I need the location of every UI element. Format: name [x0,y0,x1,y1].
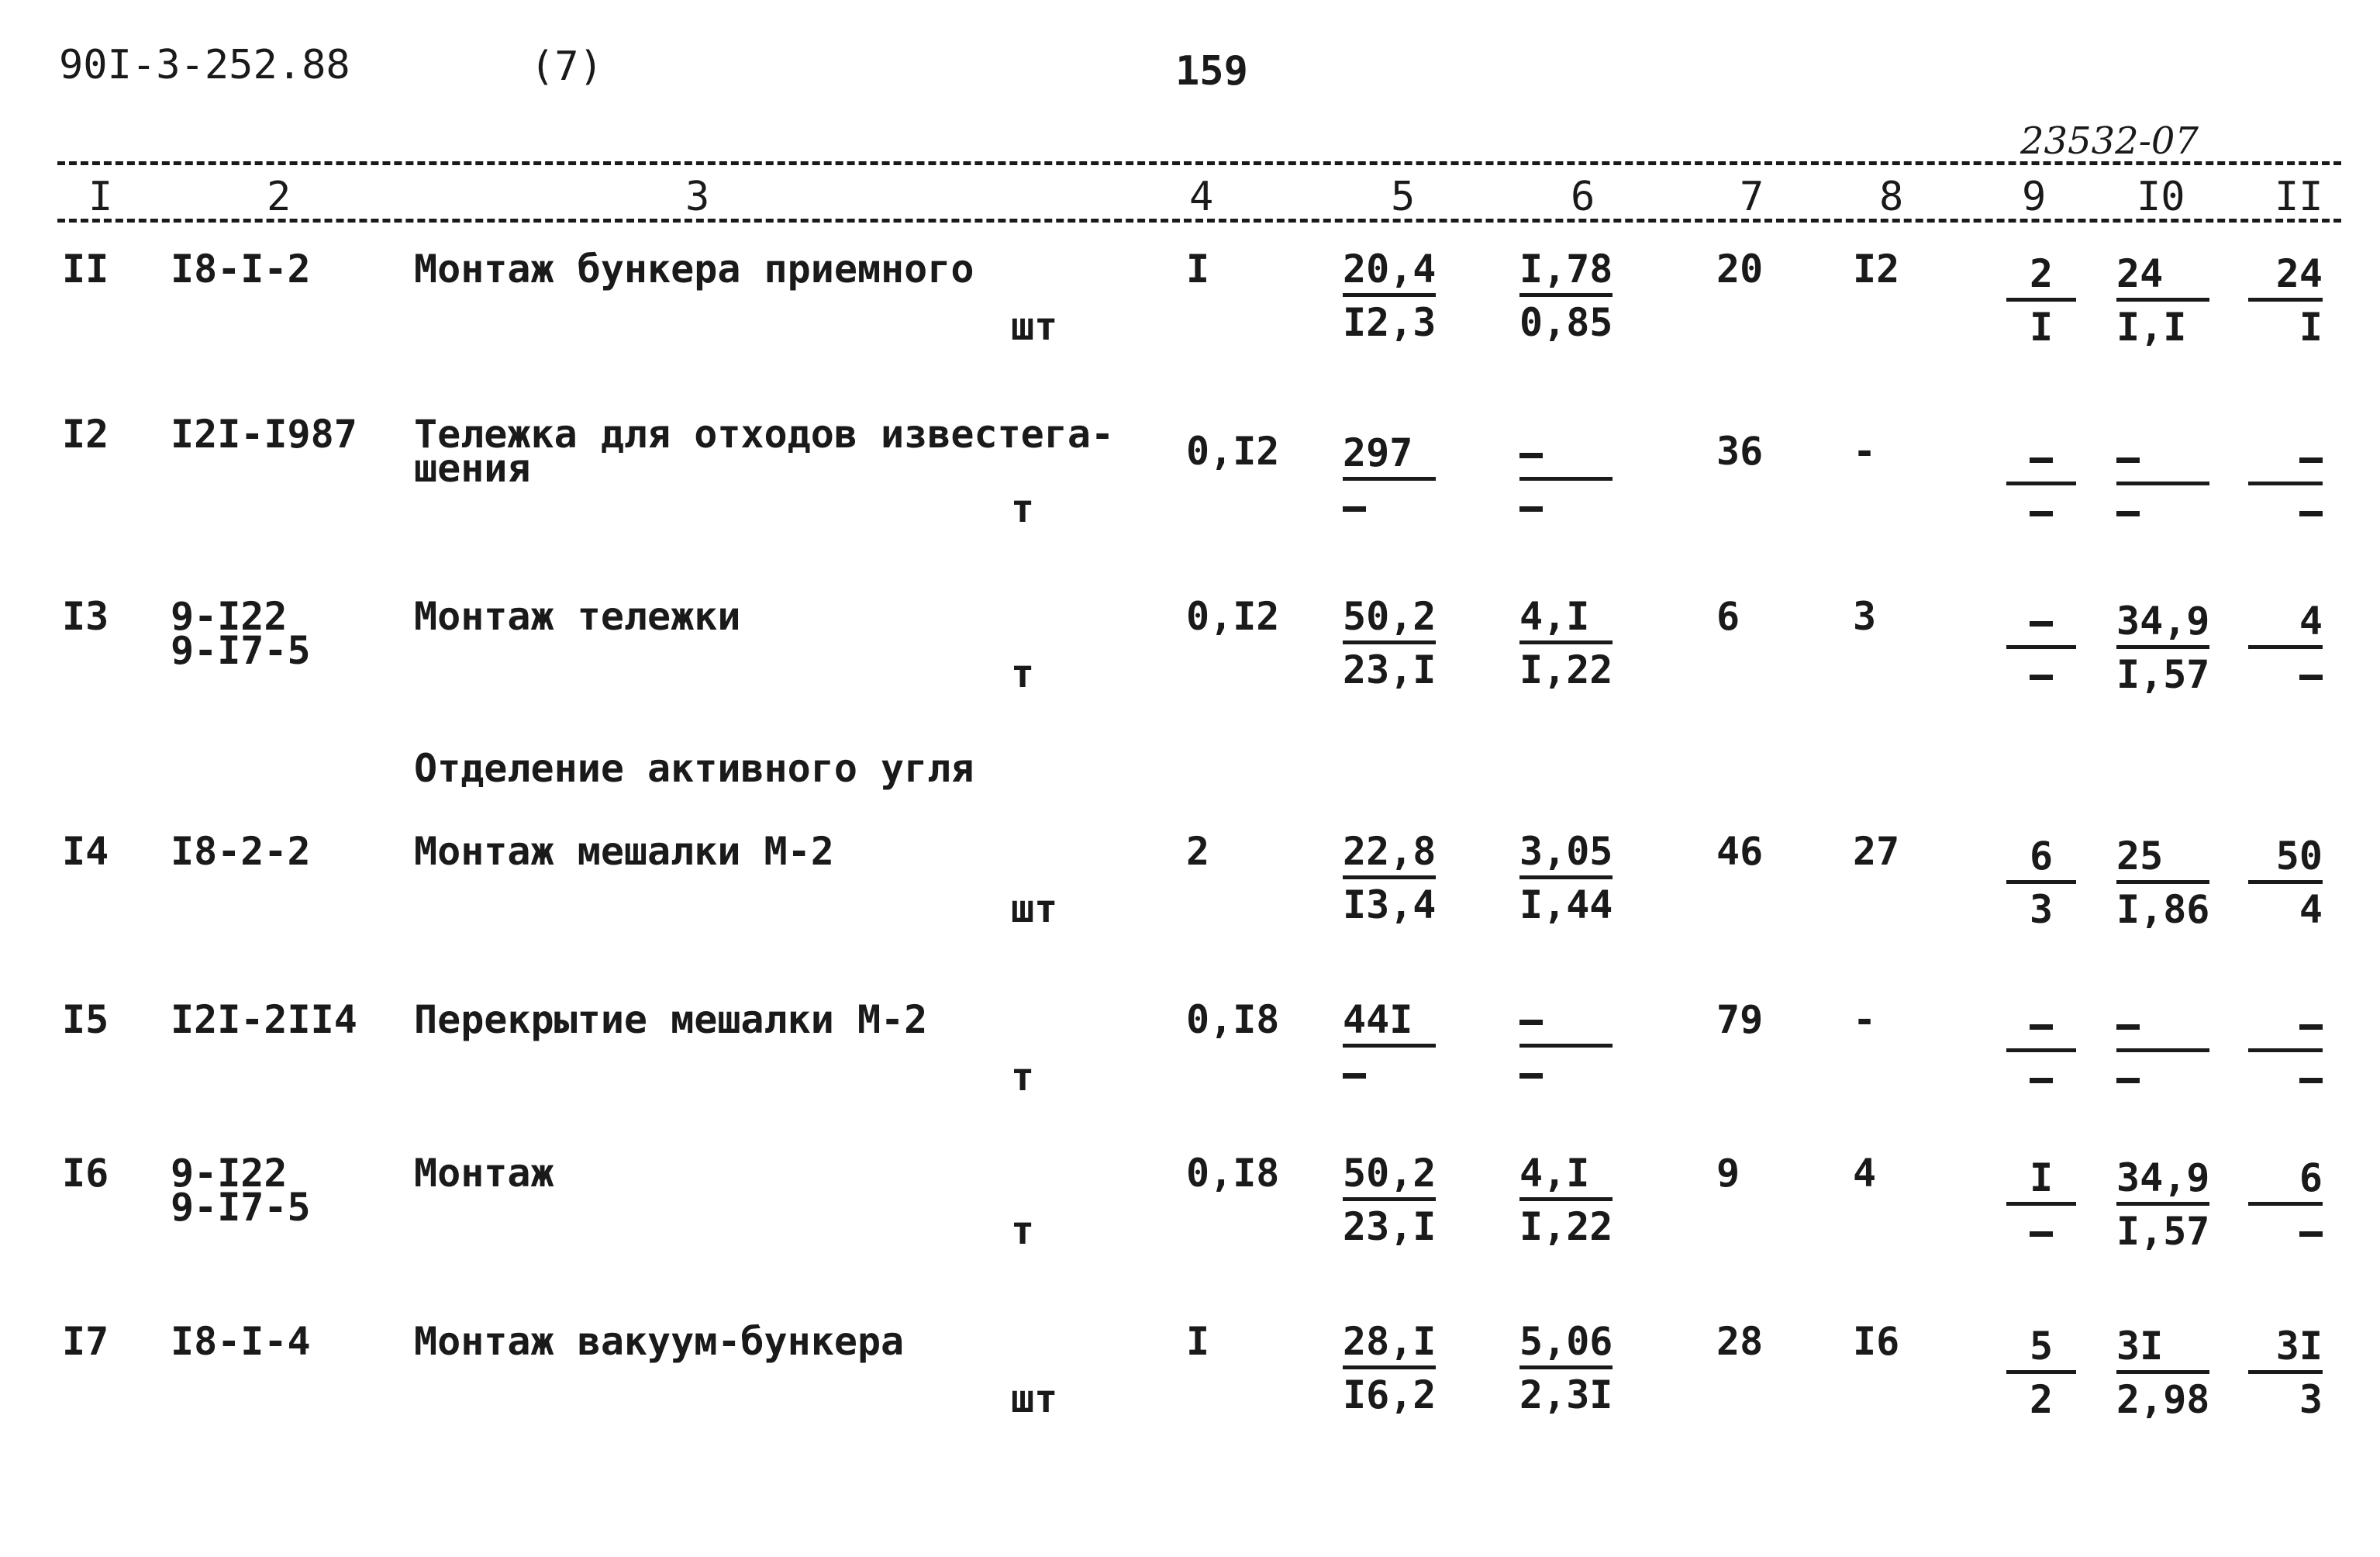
column-header: 3 [682,177,712,217]
col6-value-numerator: 4,I [1519,1154,1613,1201]
col8-value: I6 [1853,1319,1900,1364]
col9-value-numerator: 2 [2006,254,2076,302]
col10-value [2116,1155,2210,1254]
col7-value: 6 [1716,594,1740,639]
work-name: Монтаж мешалки М-2 [414,829,834,874]
col9-value-numerator [2006,602,2076,649]
dash-mark [2030,1078,2053,1083]
dash-mark [2116,511,2140,516]
col9-value [2006,602,2076,694]
norm-code: I2I-2II4 [171,997,357,1042]
col8-value: - [1853,429,1877,474]
col5-value-denominator [1343,481,1436,526]
dash-mark [1519,506,1543,512]
work-name: шения [414,446,531,491]
col6-value [1519,594,1613,692]
quantity: 0,I8 [1186,997,1280,1042]
col11-value [2248,834,2323,932]
col10-value-numerator [2116,438,2209,485]
col9-value-numerator [2006,1005,2076,1052]
row-number: I5 [62,997,109,1042]
column-header: 8 [1876,177,1906,217]
norm-code: I8-I-4 [171,1319,311,1364]
col5-value-numerator: 50,2 [1343,597,1436,644]
col9-value-denominator [2006,485,2076,530]
col11-value-numerator: 3I [2248,1327,2323,1374]
column-header: I [85,177,116,217]
quantity: 0,I2 [1186,429,1280,474]
unit: шт [1011,304,1058,349]
col11-value-denominator [2248,1206,2323,1251]
column-header: 7 [1737,177,1767,217]
col6-value-numerator [1519,433,1613,481]
col10-value [2116,251,2209,350]
col8-value: 3 [1853,594,1877,639]
unit: шт [1011,886,1058,931]
dash-mark [2030,1024,2053,1030]
col8-value: I2 [1853,247,1900,292]
col9-value-denominator [2006,649,2076,694]
sheet-number: (7) [530,43,603,90]
dash-mark [2299,675,2323,680]
col10-value-numerator: 3I [2116,1327,2209,1374]
col11-value-numerator: 6 [2248,1158,2323,1206]
unit: т [1011,486,1035,531]
col10-value-denominator: I,86 [2116,887,2210,932]
col5-value [1343,594,1437,692]
norm-code: 9-I7-5 [171,628,311,673]
col9-value [2006,251,2076,350]
column-header: 4 [1186,177,1216,217]
col9-value [2006,1155,2076,1251]
col5-value-numerator: 20,4 [1343,250,1436,297]
col5-value [1343,1151,1437,1249]
norm-code: I8-I-2 [171,247,311,292]
dash-mark [2299,1078,2323,1083]
unit: т [1011,651,1035,696]
col10-value-numerator: 25 [2116,837,2209,884]
quantity: 2 [1186,829,1210,874]
col11-value-denominator: 4 [2299,887,2323,932]
col8-value: 4 [1853,1151,1877,1196]
col5-value [1343,430,1436,526]
col11-value [2248,251,2323,350]
col6-value [1519,1000,1613,1093]
col9-value-denominator: 2 [2029,1377,2054,1422]
work-name: Монтаж вакуум-бункера [414,1319,905,1364]
col11-value-numerator: 24 [2248,254,2323,302]
column-header: 9 [2019,177,2049,217]
column-header: 6 [1568,177,1598,217]
col11-value-denominator [2248,649,2323,694]
dash-mark [2116,1078,2140,1083]
dash-mark [1519,1020,1543,1025]
norm-code: I8-2-2 [171,829,311,874]
col5-value [1343,829,1437,927]
row-number: I7 [62,1319,109,1364]
handwritten-reference: 23532-07 [2020,119,2199,163]
col5-value [1343,247,1437,345]
work-name: Монтаж тележки [414,594,741,639]
col5-value-denominator [1343,1048,1436,1093]
work-name: Перекрытие мешалки М-2 [414,997,928,1042]
dash-mark [2030,457,2053,463]
col5-value-denominator: 23,I [1343,1204,1437,1249]
col11-value-numerator [2248,438,2323,485]
col6-value-denominator: 0,85 [1519,300,1613,345]
col9-value [2006,438,2076,530]
quantity: I [1186,247,1210,292]
col11-value [2248,438,2323,530]
col8-value: 27 [1853,829,1900,874]
col7-value: 79 [1716,997,1764,1042]
dash-mark [2299,1024,2323,1030]
col11-value-denominator: I [2299,305,2323,350]
col6-value-denominator: I,22 [1519,1204,1613,1249]
norm-code: 9-I22 [171,1151,288,1196]
dash-mark [1519,1073,1543,1079]
work-name: Монтаж [414,1151,554,1196]
col5-value-denominator: 23,I [1343,647,1437,692]
col9-value-denominator: I [2029,305,2054,350]
col10-value-numerator: 24 [2116,254,2209,302]
row-number: I3 [62,594,109,639]
row-number: II [62,247,109,292]
col8-value: - [1853,997,1877,1042]
column-header: II [2271,177,2327,217]
dash-mark [1343,506,1366,512]
col7-value: 20 [1716,247,1764,292]
col9-value-denominator [2006,1206,2076,1251]
dash-mark [2116,457,2140,463]
col5-value-numerator: 44I [1343,1000,1436,1048]
col10-value-denominator [2116,485,2209,530]
col6-value-denominator: I,22 [1519,647,1613,692]
col9-value-numerator [2006,438,2076,485]
quantity: 0,I8 [1186,1151,1280,1196]
col5-value [1343,1319,1437,1417]
col10-value-numerator: 34,9 [2116,1158,2209,1206]
col11-value-numerator [2248,1005,2323,1052]
col6-value-denominator: I,44 [1519,882,1613,927]
col9-value-numerator: 6 [2006,837,2076,884]
document-code: 90I-3-252.88 [59,42,350,88]
col10-value-numerator [2116,1005,2209,1052]
col10-value-denominator: I,I [2116,305,2187,350]
col10-value-numerator: 34,9 [2116,602,2209,649]
header-top-rule [57,161,2341,165]
col7-value: 46 [1716,829,1764,874]
col11-value [2248,1324,2323,1422]
col11-value [2248,599,2323,694]
col6-value [1519,1319,1613,1417]
col6-value [1519,433,1613,526]
dash-mark [1343,1073,1366,1079]
col6-value-numerator [1519,1000,1613,1048]
col5-value-denominator: I2,3 [1343,300,1437,345]
dash-mark [2030,1231,2053,1237]
col10-value-denominator: I,57 [2116,1209,2210,1254]
column-header: I0 [2133,177,2189,217]
col5-value-denominator: I3,4 [1343,882,1437,927]
col10-value-denominator: I,57 [2116,652,2210,697]
column-header: 5 [1388,177,1418,217]
col11-value-denominator: 3 [2299,1377,2323,1422]
dash-mark [2030,675,2053,680]
col5-value-numerator: 297 [1343,433,1436,481]
col10-value [2116,599,2210,697]
col6-value-denominator [1519,481,1613,526]
work-name: Тележка для отходов известега- [414,412,1115,457]
dash-mark [2030,621,2053,627]
col5-value-numerator: 22,8 [1343,832,1436,879]
col11-value-numerator: 4 [2248,602,2323,649]
col10-value [2116,1005,2209,1097]
col6-value-denominator: 2,3I [1519,1372,1613,1417]
dash-mark [2299,511,2323,516]
col10-value [2116,1324,2210,1422]
column-header: 2 [264,177,294,217]
col11-value-denominator [2248,485,2323,530]
dash-mark [2299,457,2323,463]
col5-value-numerator: 50,2 [1343,1154,1436,1201]
col10-value-denominator: 2,98 [2116,1377,2210,1422]
col6-value-numerator: 4,I [1519,597,1613,644]
col9-value [2006,1005,2076,1097]
col7-value: 9 [1716,1151,1740,1196]
col9-value-numerator: I [2006,1158,2076,1206]
col10-value [2116,834,2210,932]
page-number: 159 [1175,48,1248,95]
col7-value: 28 [1716,1319,1764,1364]
col6-value [1519,1151,1613,1249]
unit: шт [1011,1376,1058,1421]
row-number: I2 [62,412,109,457]
col11-value-numerator: 50 [2248,837,2323,884]
norm-code: I2I-I987 [171,412,357,457]
col6-value-denominator [1519,1048,1613,1093]
col9-value [2006,1324,2076,1422]
row-number: I6 [62,1151,109,1196]
col11-value [2248,1155,2323,1251]
col11-value [2248,1005,2323,1097]
unit: т [1011,1055,1035,1100]
col6-value [1519,247,1613,345]
col9-value-denominator [2006,1052,2076,1097]
col9-value [2006,834,2076,932]
col7-value: 36 [1716,429,1764,474]
norm-code: 9-I22 [171,594,288,639]
quantity: 0,I2 [1186,594,1280,639]
col6-value [1519,829,1613,927]
col9-value-denominator: 3 [2029,887,2054,932]
dash-mark [2299,1231,2323,1237]
col6-value-numerator: I,78 [1519,250,1613,297]
col10-value-denominator [2116,1052,2209,1097]
col5-value-denominator: I6,2 [1343,1372,1437,1417]
dash-mark [2116,1024,2140,1030]
col11-value-denominator [2248,1052,2323,1097]
norm-code: 9-I7-5 [171,1185,311,1230]
dash-mark [1519,453,1543,458]
col10-value [2116,438,2209,530]
col9-value-numerator: 5 [2006,1327,2076,1374]
row-number: I4 [62,829,109,874]
unit: т [1011,1208,1035,1253]
col6-value-numerator: 3,05 [1519,832,1613,879]
quantity: I [1186,1319,1210,1364]
col6-value-numerator: 5,06 [1519,1322,1613,1369]
col5-value [1343,997,1436,1093]
work-name: Монтаж бункера приемного [414,247,974,292]
section-title: Отделение активного угля [414,746,974,791]
col5-value-numerator: 28,I [1343,1322,1436,1369]
dash-mark [2030,511,2053,516]
